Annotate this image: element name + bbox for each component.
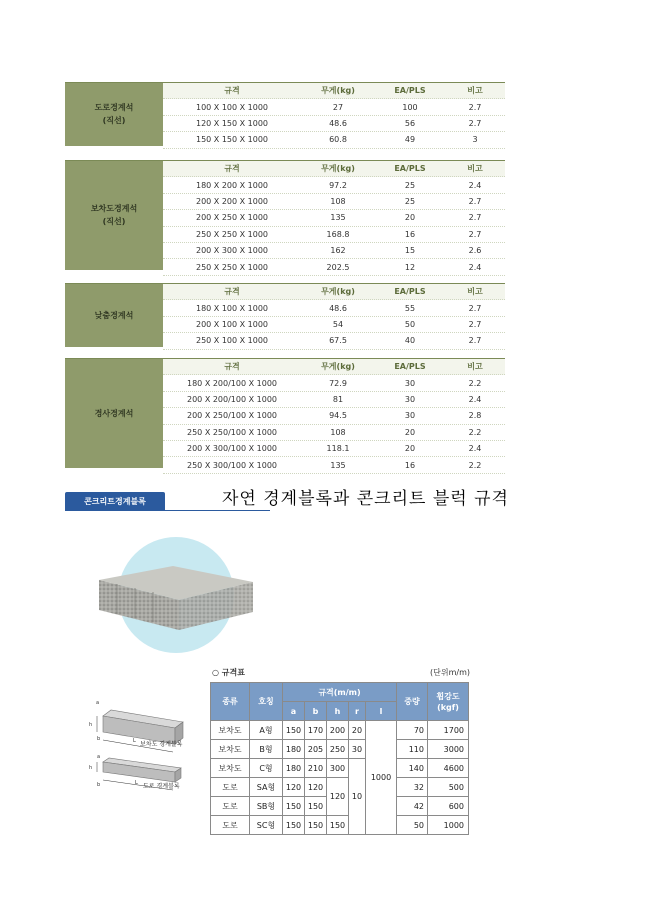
page-caption: 자연 경계블록과 콘크리트 블럭 규격 — [222, 489, 509, 509]
spec-cell: 67.5 — [329, 336, 347, 346]
spec-row — [163, 300, 505, 316]
spec-header-ea_pls: EA/PLS — [394, 287, 426, 297]
spec-cell: 2.7 — [468, 303, 482, 313]
curb-block-image — [95, 560, 255, 640]
spec-row — [163, 116, 505, 132]
head-a: a — [283, 702, 305, 721]
head-l: l — [366, 702, 397, 721]
spec-row — [163, 227, 505, 243]
table-row: 보차도 A형 150 170 200 20 1000 70 1700 — [211, 721, 469, 740]
spec-cell: 2.7 — [468, 102, 482, 112]
spec-cell: 2.4 — [468, 444, 482, 454]
spec-cell: 60.8 — [329, 135, 347, 145]
merged-r: 10 — [349, 759, 366, 835]
spec-cell: 2.8 — [468, 411, 482, 421]
merged-h: 120 — [327, 778, 349, 816]
spec-table-group — [65, 358, 505, 468]
spec-cell: 2.7 — [468, 118, 482, 128]
concrete-curb-tab: 콘크리트경계블록 — [65, 492, 165, 510]
spec-cell: 16 — [404, 229, 416, 239]
spec-cell: 2.4 — [468, 180, 482, 190]
spec-cell: 2.7 — [468, 319, 482, 329]
spec-header-weight: 무게(kg) — [321, 362, 355, 372]
spec-row — [163, 457, 505, 473]
spec-header-size: 규격 — [224, 164, 240, 174]
diagram-b-top: b — [97, 736, 101, 742]
spec-cell: 30 — [404, 411, 416, 421]
spec-header-weight: 무게(kg) — [321, 86, 355, 96]
head-r: r — [349, 702, 366, 721]
table-row: 도로 SC형 150 150 150 50 1000 — [211, 816, 469, 835]
spec-cell: 150 X 150 X 1000 — [195, 135, 269, 145]
spec-cell: 100 — [402, 102, 418, 112]
spec-row — [163, 408, 505, 424]
spec-row — [163, 99, 505, 115]
spec-header-row — [163, 161, 505, 177]
spec-header-row — [163, 83, 505, 99]
spec-cell: 200 X 250 X 1000 — [195, 213, 269, 223]
head-spec: 규격(m/m) — [283, 683, 397, 702]
head-code: 호칭 — [250, 683, 283, 721]
spec-cell: 55 — [404, 303, 416, 313]
spec-cell: 2.7 — [468, 229, 482, 239]
spec-cell: 12 — [404, 262, 416, 272]
size-table-title: ○ 규격표 — [212, 668, 245, 677]
merged-l: 1000 — [366, 721, 397, 835]
spec-cell: 50 — [404, 319, 416, 329]
spec-header-note: 비고 — [467, 362, 483, 372]
spec-cell: 200 X 100 X 1000 — [195, 319, 269, 329]
spec-cell: 200 X 300 X 1000 — [195, 246, 269, 256]
spec-cell: 2.2 — [468, 378, 482, 388]
size-table-unit: (단위m/m) — [430, 668, 470, 677]
spec-cell: 135 — [330, 213, 346, 223]
spec-cell: 250 X 250 X 1000 — [195, 229, 269, 239]
spec-group-label: 경사경계석 — [65, 359, 163, 468]
table-row: 보차도 B형 180 205 250 30 110 3000 — [211, 740, 469, 759]
spec-cell: 72.9 — [329, 378, 347, 388]
diagram-b-bottom: b — [97, 782, 101, 788]
spec-cell: 54 — [332, 319, 344, 329]
spec-row — [163, 132, 505, 148]
head-strength: 휨강도 (kgf) — [428, 683, 469, 721]
spec-cell: 2.4 — [468, 394, 482, 404]
spec-header-ea_pls: EA/PLS — [394, 362, 426, 372]
spec-header-size: 규격 — [224, 86, 240, 96]
spec-header-ea_pls: EA/PLS — [394, 164, 426, 174]
spec-cell: 250 X 250/100 X 1000 — [187, 427, 277, 437]
spec-header-row — [163, 284, 505, 300]
spec-cell: 135 — [330, 460, 346, 470]
spec-header-size: 규격 — [224, 287, 240, 297]
spec-cell: 108 — [330, 196, 346, 206]
spec-row — [163, 317, 505, 333]
table-row: 도로 SB형 150 150 42 600 — [211, 797, 469, 816]
spec-cell: 15 — [404, 246, 416, 256]
spec-cell: 25 — [404, 196, 416, 206]
spec-cell: 2.6 — [468, 246, 482, 256]
spec-row — [163, 243, 505, 259]
spec-cell: 48.6 — [329, 303, 347, 313]
spec-cell: 120 X 150 X 1000 — [195, 118, 269, 128]
spec-cell: 20 — [404, 444, 416, 454]
spec-cell: 168.8 — [326, 229, 350, 239]
spec-cell: 27 — [332, 102, 344, 112]
spec-row — [163, 425, 505, 441]
spec-table-group — [65, 82, 505, 146]
spec-cell: 250 X 250 X 1000 — [195, 262, 269, 272]
spec-row — [163, 177, 505, 193]
spec-cell: 20 — [404, 427, 416, 437]
spec-cell: 108 — [330, 427, 346, 437]
spec-cell: 94.5 — [329, 411, 347, 421]
spec-cell: 180 X 200 X 1000 — [195, 180, 269, 190]
spec-header-note: 비고 — [467, 164, 483, 174]
spec-cell: 48.6 — [329, 118, 347, 128]
diagram-label-bottom: 도로 경계블록 — [143, 783, 180, 790]
spec-cell: 16 — [404, 460, 416, 470]
spec-header-weight: 무게(kg) — [321, 164, 355, 174]
spec-cell: 2.2 — [468, 460, 482, 470]
spec-cell: 40 — [404, 336, 416, 346]
spec-group-label: 도로경계석 (직선) — [65, 83, 163, 146]
spec-cell: 3 — [472, 135, 478, 145]
spec-row — [163, 194, 505, 210]
spec-cell: 200 X 250/100 X 1000 — [187, 411, 277, 421]
head-b: b — [305, 702, 327, 721]
spec-cell: 250 X 100 X 1000 — [195, 336, 269, 346]
table-row: 도로 SA형 120 120 120 32 500 — [211, 778, 469, 797]
diagram-l-top: L — [133, 738, 136, 744]
spec-cell: 200 X 200 X 1000 — [195, 196, 269, 206]
diagram-a-bottom: a — [97, 754, 101, 760]
spec-cell: 30 — [404, 394, 416, 404]
tab-underline — [65, 510, 270, 511]
spec-table-group — [65, 283, 505, 347]
spec-row — [163, 333, 505, 349]
spec-cell: 118.1 — [326, 444, 350, 454]
head-type: 종류 — [211, 683, 250, 721]
spec-cell: 100 X 100 X 1000 — [195, 102, 269, 112]
spec-row — [163, 375, 505, 391]
table-row: 보차도 C형 180 210 300 10 140 4600 — [211, 759, 469, 778]
spec-cell: 250 X 300/100 X 1000 — [187, 460, 277, 470]
spec-group-label: 낮춤경계석 — [65, 284, 163, 347]
spec-cell: 2.4 — [468, 262, 482, 272]
curb-diagrams — [85, 696, 205, 796]
spec-cell: 180 X 200/100 X 1000 — [187, 378, 277, 388]
spec-cell: 25 — [404, 180, 416, 190]
spec-header-note: 비고 — [467, 287, 483, 297]
spec-header-weight: 무게(kg) — [321, 287, 355, 297]
diagram-l-bottom: L — [135, 780, 138, 786]
spec-cell: 20 — [404, 213, 416, 223]
spec-cell: 162 — [330, 246, 346, 256]
spec-header-row — [163, 359, 505, 375]
spec-cell: 2.7 — [468, 196, 482, 206]
spec-header-size: 규격 — [224, 362, 240, 372]
spec-cell: 81 — [332, 394, 344, 404]
diagram-a-top: a — [96, 700, 100, 706]
spec-cell: 180 X 100 X 1000 — [195, 303, 269, 313]
spec-cell: 97.2 — [329, 180, 347, 190]
spec-cell: 2.7 — [468, 213, 482, 223]
spec-cell: 56 — [404, 118, 416, 128]
spec-row — [163, 441, 505, 457]
spec-row — [163, 259, 505, 275]
head-h: h — [327, 702, 349, 721]
spec-group-label: 보차도경계석 (직선) — [65, 161, 163, 270]
diagram-h-top: h — [89, 722, 93, 728]
spec-cell: 2.7 — [468, 336, 482, 346]
spec-header-note: 비고 — [467, 86, 483, 96]
spec-row — [163, 392, 505, 408]
spec-cell: 200 X 200/100 X 1000 — [187, 394, 277, 404]
spec-cell: 30 — [404, 378, 416, 388]
spec-row — [163, 210, 505, 226]
diagram-h-bottom: h — [89, 765, 93, 771]
spec-header-ea_pls: EA/PLS — [394, 86, 426, 96]
spec-cell: 49 — [404, 135, 416, 145]
spec-cell: 202.5 — [326, 262, 350, 272]
spec-table-group — [65, 160, 505, 270]
size-table — [210, 682, 469, 835]
head-weight: 중량 — [397, 683, 428, 721]
spec-cell: 200 X 300/100 X 1000 — [187, 444, 277, 454]
diagram-label-top: 보차도 경계블록 — [140, 741, 183, 748]
spec-cell: 2.2 — [468, 427, 482, 437]
